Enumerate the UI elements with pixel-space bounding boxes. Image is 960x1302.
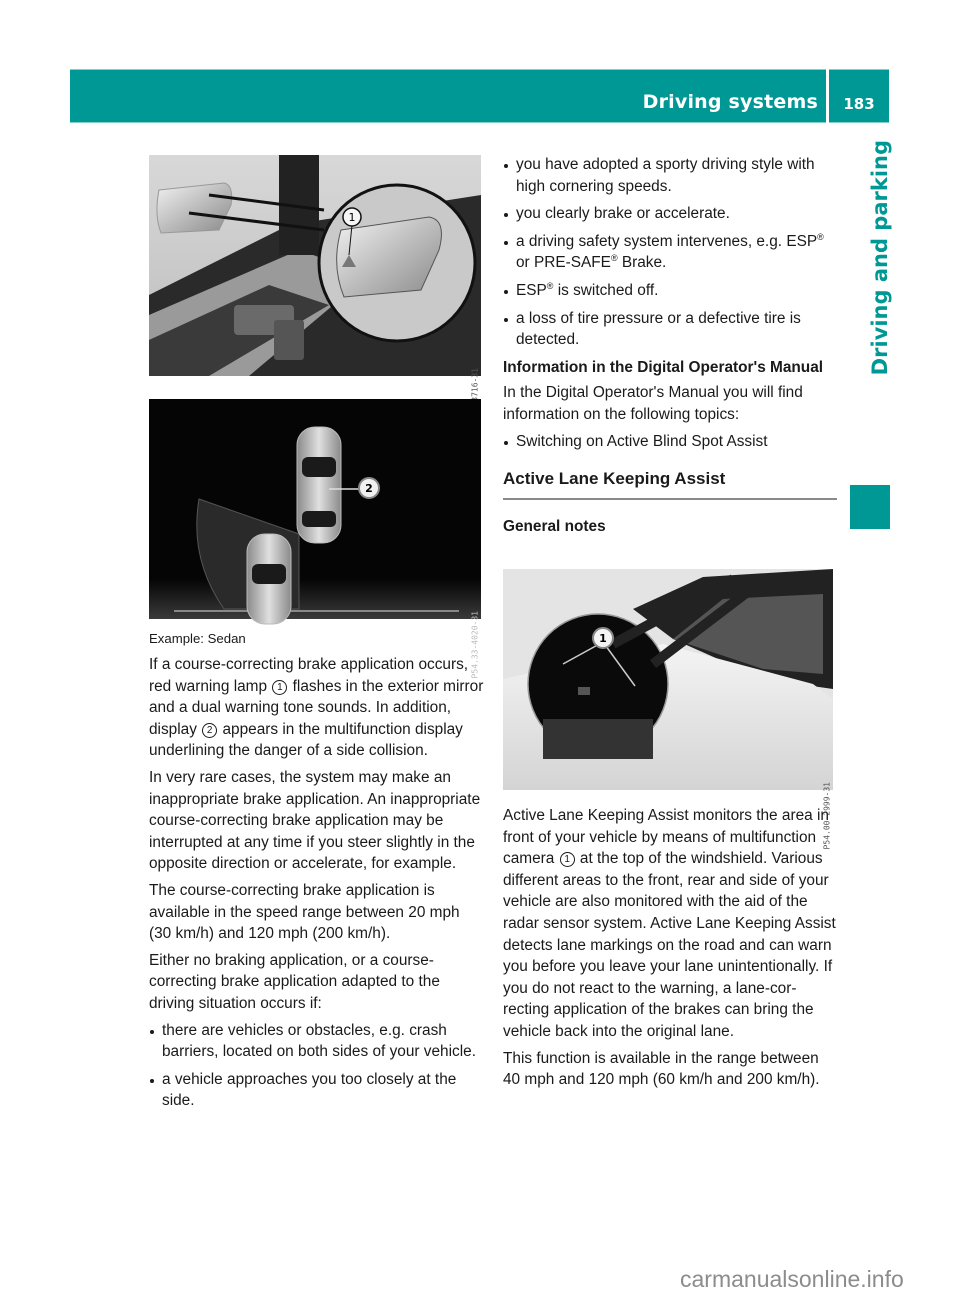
list-item bbox=[503, 280, 837, 302]
paragraph-speed-range: The course-correcting brake application is available in the speed range between 20 mph (30 km/h) and 120 mph (200 km/h). bbox=[149, 881, 460, 943]
list-item bbox=[503, 231, 837, 274]
callout-marker-2: 2 bbox=[202, 723, 217, 738]
figure-code: P54.00-2999-31 bbox=[822, 782, 831, 850]
text-span: is switched off. bbox=[553, 281, 659, 299]
figure-callout-1: 1 bbox=[599, 632, 607, 645]
chapter-side-tab-label: Driving and parking bbox=[868, 140, 892, 376]
figure-callout-2: 2 bbox=[365, 482, 373, 495]
exterior-mirror-figure bbox=[149, 155, 481, 376]
conditions-list-continued bbox=[503, 154, 837, 351]
text-span: or PRE-SAFE bbox=[516, 254, 611, 272]
list-item: you clearly brake or accelerate. bbox=[503, 203, 837, 225]
text-span: ESP bbox=[516, 281, 547, 299]
conditions-list bbox=[149, 1020, 485, 1112]
callout-marker-1: 1 bbox=[272, 680, 287, 695]
right-column-text bbox=[503, 154, 837, 542]
chapter-tab-marker bbox=[850, 485, 890, 529]
exterior-mirror-illustration bbox=[149, 155, 481, 376]
left-column-text bbox=[149, 630, 485, 1118]
text-span: a driving safety system intervenes, e.g. ESP bbox=[516, 232, 818, 250]
registered-mark: ® bbox=[546, 280, 554, 291]
callout-marker-1: 1 bbox=[560, 852, 575, 867]
text-span: Active Lane Keeping Assist monitors the area in front of your vehicle by means of multifunction camera bbox=[503, 807, 829, 868]
right-column-lower-text bbox=[503, 805, 837, 1096]
registered-mark: ® bbox=[817, 231, 824, 242]
watermark: carmanualsonline.info bbox=[680, 1266, 904, 1292]
text-span: If a course-correcting brake application occurs, red warning lamp bbox=[149, 656, 469, 695]
blind-spot-display-illustration bbox=[149, 399, 481, 619]
paragraph-warning-lamp bbox=[149, 654, 485, 762]
paragraph-conditions-intro: Either no braking application, or a course-correcting brake application adapted to the driving situation occurs if: bbox=[149, 951, 440, 1012]
figure-code: P54.33-4020-31 bbox=[470, 611, 479, 679]
info-heading: Information in the Digital Operator's Manual bbox=[503, 358, 824, 376]
text-span: at the top of the windshield. Various different areas to the front, rear and side of your vehicle are also monitored with the aid of the radar sensor system. Active Lane Keeping Assist detects lane markings on the road and can warn you before you leave your lane unintentionally. If you do not react to the warning, a lane-correcting application of the brakes can bring the vehicle back into the original lane. bbox=[503, 850, 836, 1040]
section-title: Driving systems bbox=[642, 91, 818, 113]
paragraph-lane-keeping bbox=[503, 805, 837, 1043]
registered-mark: ® bbox=[610, 253, 618, 264]
target-car bbox=[297, 427, 341, 543]
paragraph-availability: This function is available in the range between 40 mph and 120 mph (60 km/h and 200 km/h). bbox=[503, 1049, 820, 1089]
own-car bbox=[247, 534, 291, 624]
list-item: a loss of tire pressure or a defective tire is detected. bbox=[503, 308, 837, 351]
section-header-bar bbox=[70, 69, 826, 123]
section-heading: Active Lane Keeping Assist bbox=[503, 468, 837, 500]
info-topics-list bbox=[503, 431, 837, 453]
list-item: a vehicle approaches you too closely at the side. bbox=[149, 1069, 485, 1112]
figure-caption: Example: Sedan bbox=[149, 631, 246, 646]
page-number: 183 bbox=[843, 95, 875, 113]
paragraph-rare-cases: In very rare cases, the system may make an inappropriate brake application. An inappropriate course-correcting brake application may be interrupted at any time if you steer slightly in the opposite direction or accelerate, for example. bbox=[149, 768, 481, 873]
list-item: there are vehicles or obstacles, e.g. crash barriers, located on both sides of your vehicle. bbox=[149, 1020, 485, 1063]
subsection-heading: General notes bbox=[503, 518, 606, 536]
list-item: Switching on Active Blind Spot Assist bbox=[503, 431, 837, 453]
text-span: Brake. bbox=[617, 254, 667, 272]
text-span: appears in the multifunction display underlining the danger of a side collision. bbox=[149, 720, 463, 760]
page-number-box bbox=[829, 69, 889, 123]
windshield-camera-illustration bbox=[503, 569, 833, 790]
info-paragraph: In the Digital Operator's Manual you will find information on the following topics: bbox=[503, 384, 803, 423]
text-span: flashes in the exterior mirror and a dual warning tone sounds. In addition, display bbox=[149, 677, 484, 738]
list-item: you have adopted a sporty driving style with high cornering speeds. bbox=[503, 154, 837, 197]
figure-callout-1: 1 bbox=[348, 211, 356, 224]
